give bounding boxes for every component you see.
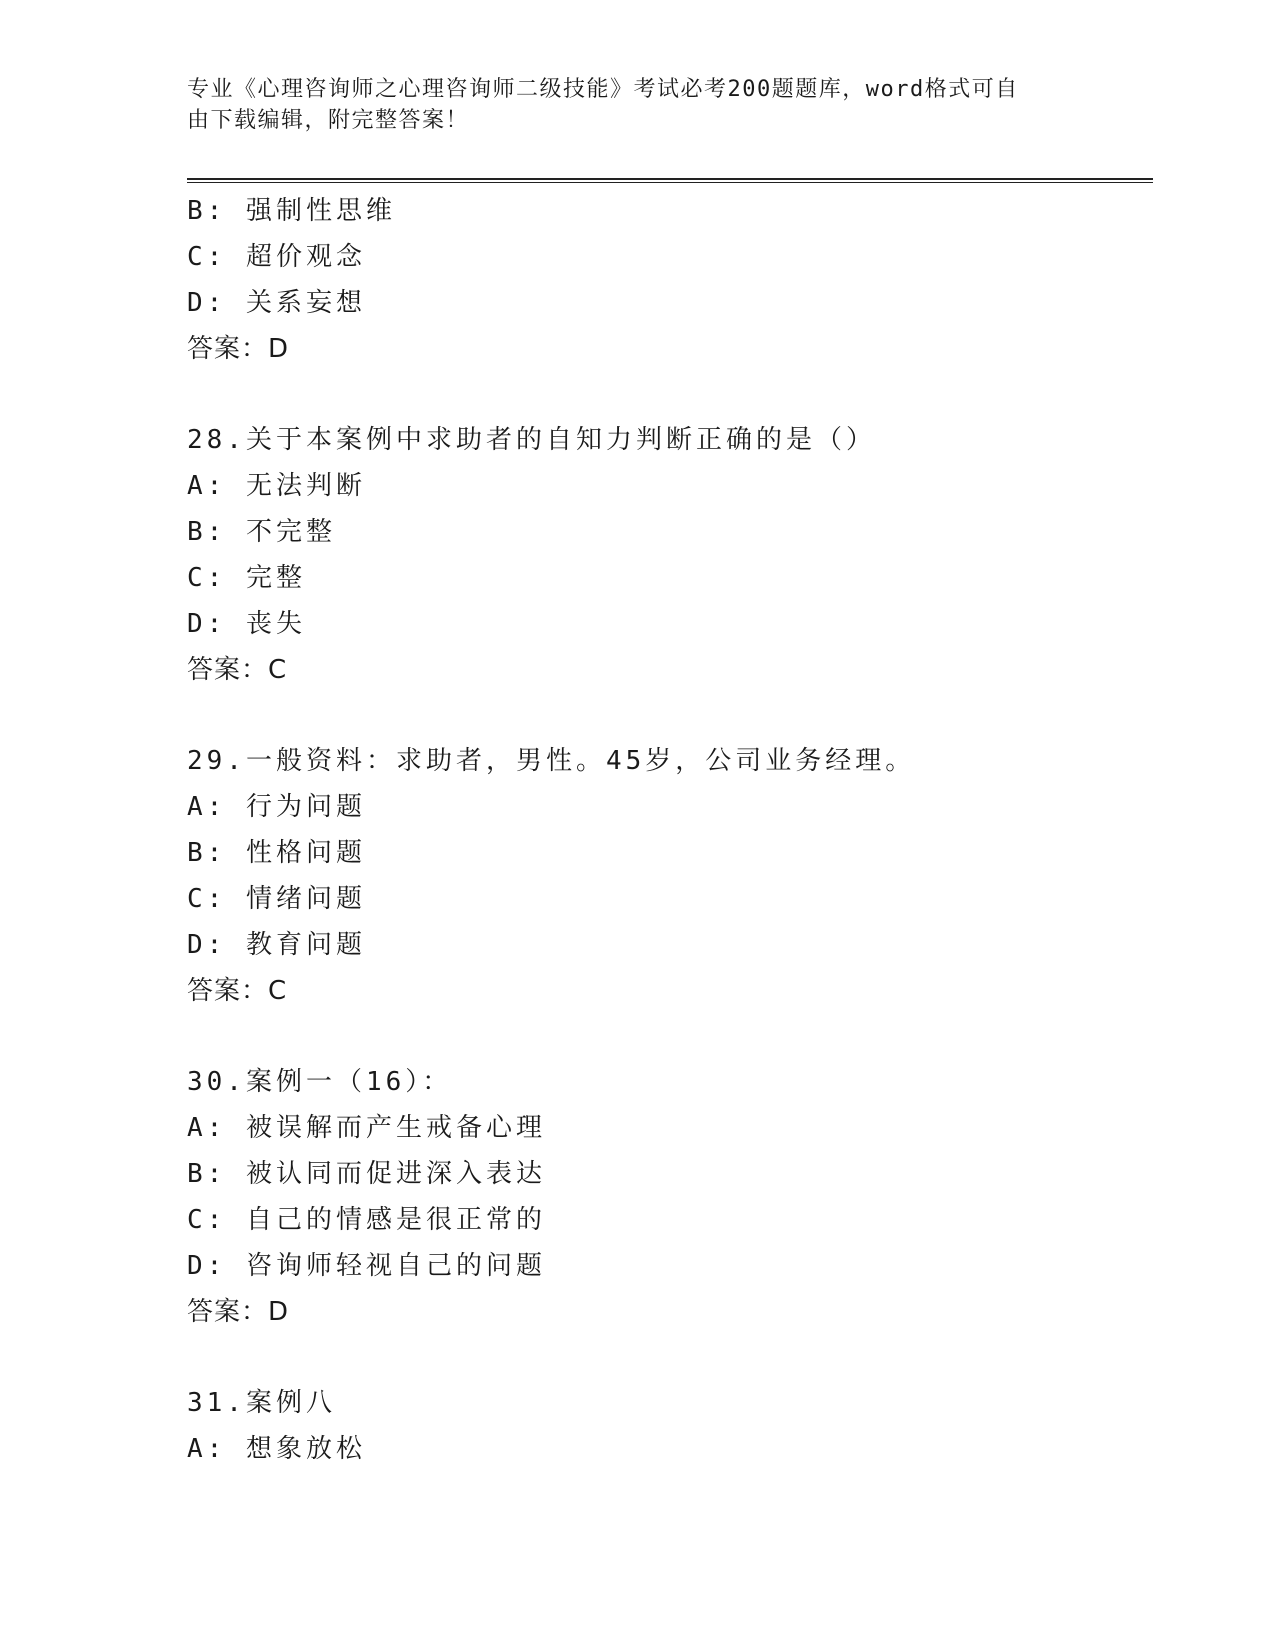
answer-line: 答案：D <box>187 334 290 364</box>
option-d: D: 关系妄想 <box>187 288 366 318</box>
option-b: B: 强制性思维 <box>187 196 396 226</box>
option-b: B: 被认同而促进深入表达 <box>187 1159 546 1189</box>
question-stem: 31.案例八 <box>187 1388 336 1418</box>
question-stem: 28.关于本案例中求助者的自知力判断正确的是（） <box>187 425 876 455</box>
question-stem: 30.案例一（16）： <box>187 1067 453 1097</box>
option-a: A: 无法判断 <box>187 471 366 501</box>
option-a: A: 被误解而产生戒备心理 <box>187 1113 546 1143</box>
option-c: C: 超价观念 <box>187 242 366 272</box>
option-a: A: 行为问题 <box>187 792 366 822</box>
option-b: B: 不完整 <box>187 517 336 547</box>
option-d: D: 教育问题 <box>187 930 366 960</box>
answer-line: 答案：C <box>187 976 288 1006</box>
option-d: D: 丧失 <box>187 609 306 639</box>
header-divider-thin <box>187 182 1153 183</box>
question-stem: 29.一般资料：求助者，男性。45岁，公司业务经理。 <box>187 746 916 776</box>
option-d: D: 咨询师轻视自己的问题 <box>187 1251 546 1281</box>
option-c: C: 完整 <box>187 563 306 593</box>
document-header <box>187 74 1067 136</box>
header-divider <box>187 178 1153 180</box>
option-c: C: 自己的情感是很正常的 <box>187 1205 546 1235</box>
header-line-2: 由下载编辑，附完整答案！ <box>187 108 470 133</box>
question-list <box>187 188 1147 1472</box>
option-a: A: 想象放松 <box>187 1434 366 1464</box>
answer-line: 答案：D <box>187 1297 290 1327</box>
option-b: B: 性格问题 <box>187 838 366 868</box>
header-line-1: 专业《心理咨询师之心理咨询师二级技能》考试必考200题题库，word格式可自 <box>187 77 1019 102</box>
option-c: C: 情绪问题 <box>187 884 366 914</box>
answer-line: 答案：C <box>187 655 288 685</box>
